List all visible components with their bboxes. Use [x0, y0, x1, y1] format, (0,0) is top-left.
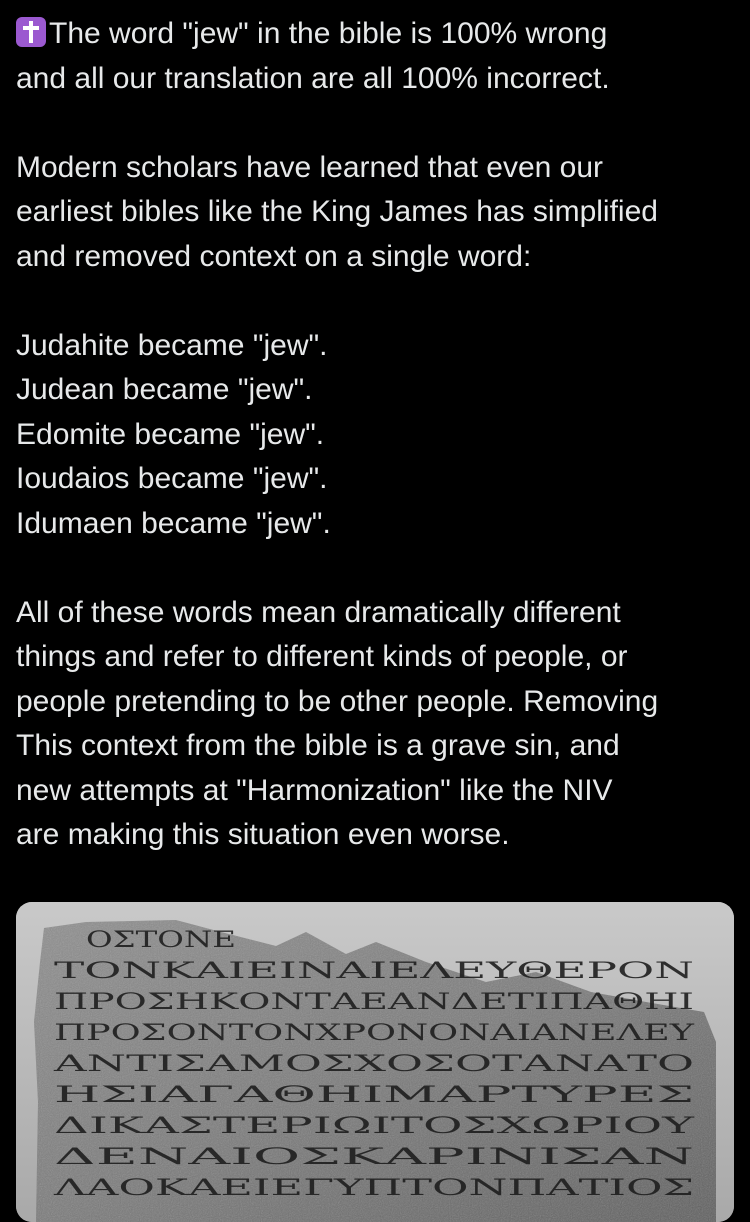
inscription-line: ΛΑΟΚΑΕΙΕΓΥΠΤΟΝΠΑΤΙΟΣ: [51, 1176, 695, 1201]
inscription-line: ΠΡΟΣΗΚΟΝΤΑΕΑΝΔΕΤΙΠΑΘΗΙ: [54, 990, 694, 1015]
tweet-text: Ioudaios became "jew".: [16, 462, 328, 495]
latin-cross-icon: [16, 17, 46, 47]
inscription-line: ΔΕΝΑΙΟΣΚΑΡΙΝΙΣΑΝ: [54, 1145, 694, 1170]
inscription-line: ΑΝΤΙΣΑΜΟΣΧΟΣΟΤΑΝΑΤΟ: [51, 1052, 695, 1077]
tweet-line: [16, 12, 740, 57]
tweet-text: new attempts at "Harmonization" like the NIV: [16, 773, 613, 807]
inscription-tablet-image: [16, 902, 734, 1222]
tweet-paragraph-1: [16, 12, 740, 101]
tweet-body: [16, 12, 740, 858]
tweet-text: Edomite became "jew".: [16, 417, 325, 451]
tweet-text: are making this situation even worse.: [16, 818, 510, 851]
tweet-text: and all our translation are all 100% incorrect.: [16, 61, 610, 95]
tweet-text: Judean became "jew".: [16, 373, 313, 406]
tweet-text: All of these words mean dramatically different: [16, 595, 621, 629]
inscription-line: ΤΟΝΚΑΙΕΙΝΑΙΕΛΕΥΘΕΡΟΝ: [54, 959, 694, 984]
tweet-paragraph-3: [16, 324, 740, 547]
tweet-paragraph-4: [16, 591, 740, 858]
tweet-text: Judahite became "jew".: [16, 328, 328, 362]
inscription-line: ΗΣΙΑΓΑΘΗΙΜΑΡΤΥΡΕΣ: [54, 1083, 694, 1108]
tweet-text: and removed context on a single word:: [16, 239, 532, 273]
tweet-text: Modern scholars have learned that even our: [16, 150, 604, 184]
tweet-text: things and refer to different kinds of people, or: [16, 640, 628, 673]
tweet-media-photo[interactable]: [16, 902, 734, 1222]
inscription-line: ΠΡΟΣΟΝΤΟΝΧΡΟΝΟΝΑΙΑΝΕΛΕΥ: [54, 1021, 695, 1046]
tweet-text: The word "jew" in the bible is 100% wrong: [49, 17, 608, 50]
inscription-line: ΟΣΤΟΝΕ: [86, 928, 236, 953]
tweet-text: people pretending to be other people. Removing: [16, 684, 659, 718]
inscription-line: ΔΙΚΑΣΤΕΡΙΩΙΤΟΣΧΩΡΙΟΥ: [54, 1114, 696, 1139]
tweet-text: This context from the bible is a grave sin, and: [16, 729, 620, 762]
tweet-paragraph-2: [16, 146, 740, 280]
tweet-text: Idumaen became "jew".: [16, 506, 331, 540]
tweet-text: earliest bibles like the King James has simplified: [16, 195, 658, 228]
